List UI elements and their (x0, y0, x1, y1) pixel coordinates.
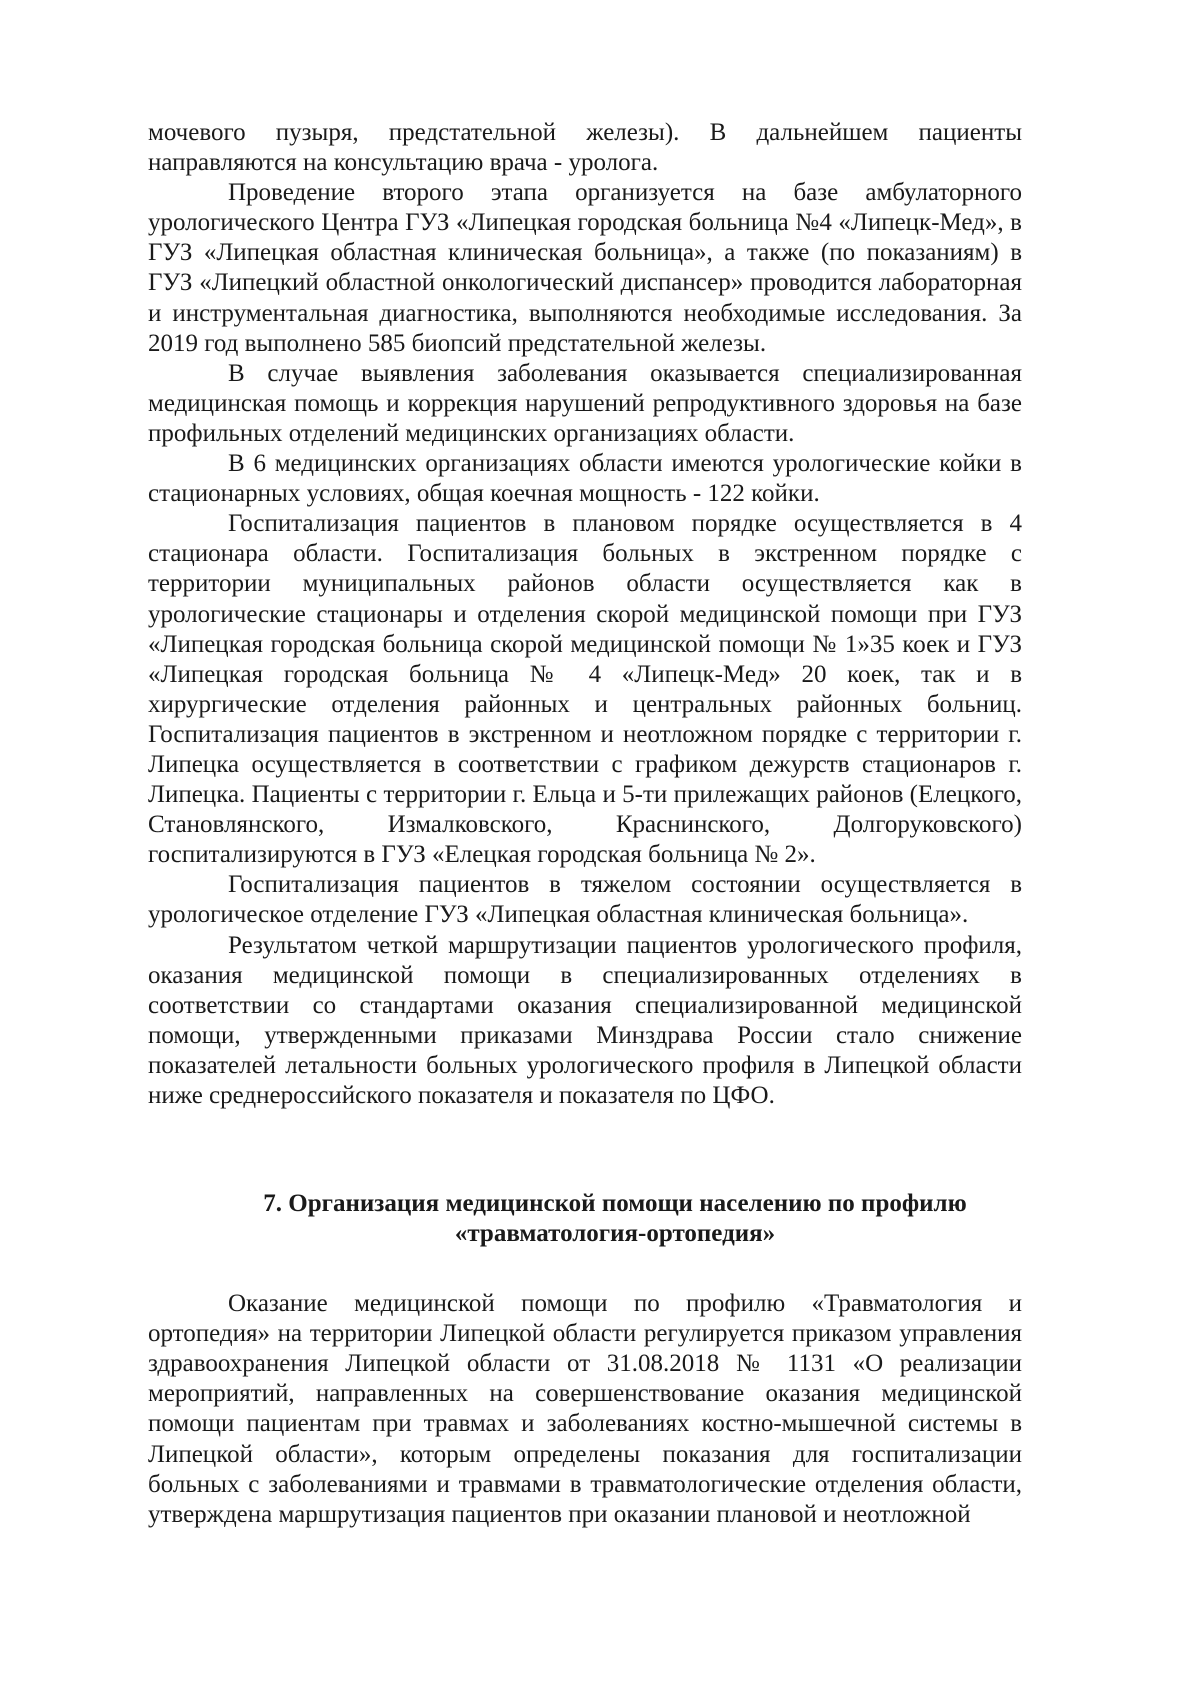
paragraph-specialized-care: В случае выявления заболевания оказывается специализированная медицинская помощь и коррекция нарушений репродуктивного здоровья на базе профильных отделений медицинских организациях области. (148, 359, 1022, 447)
document-page (148, 118, 1022, 1530)
section-spacer (148, 1249, 1022, 1289)
paragraph-result: Результатом четкой маршрутизации пациентов урологического профиля, оказания медицинской помощи в специализированных отделениях в соответствии со стандартами оказания специализированной медицинской помощи, утвержденными приказами Минздрава России стало снижение показателей летальности больных урологического профиля в Липецкой области ниже среднероссийского показателя и показателя по ЦФО. (148, 931, 1022, 1109)
paragraph-continuation: мочевого пузыря, предстательной железы). В дальнейшем пациенты направляются на консультацию врача - уролога. (148, 119, 1022, 177)
paragraph-second-stage: Проведение второго этапа организуется на базе амбулаторного урологического Центра ГУЗ «Липецкая городская больница №4 «Липецк-Мед», в ГУЗ «Липецкая областная клиническая больница», а также (по показаниям) в ГУЗ «Липецкий областной онкологический диспансер» проводится лабораторная и инструментальная диагностика, выполняются необходимые исследования. За 2019 год выполнено 585 биопсий предстательной железы. (148, 179, 1022, 357)
paragraph-urology-beds: В 6 медицинских организациях области имеются урологические койки в стационарных условиях, общая коечная мощность - 122 койки. (148, 450, 1022, 508)
section-heading-line-2: «травматология-ортопедия» (454, 1220, 776, 1248)
paragraph-severe-condition: Госпитализация пациентов в тяжелом состоянии осуществляется в урологическое отделение ГУЗ «Липецкая областная клиническая больница». (148, 871, 1022, 929)
section-heading (148, 1189, 1022, 1249)
paragraph-traumatology-intro: Оказание медицинской помощи по профилю «Травматология и ортопедия» на территории Липецкой области регулируется приказом управления здравоохранения Липецкой области от 31.08.2018 № 1131 «О реализации мероприятий, направленных на совершенствование оказания медицинской помощи пациентам при травмах и заболеваниях костно-мышечной системы в Липецкой области», которым определены показания для госпитализации больных с заболеваниями и травмами в травматологические отделения области, утверждена маршрутизация пациентов при оказании плановой и неотложной (148, 1290, 1022, 1528)
paragraph-hospitalization: Госпитализация пациентов в плановом порядке осуществляется в 4 стационара области. Госпитализация больных в экстренном порядке с территории муниципальных районов области осуществляется как в урологические стационары и отделения скорой медицинской помощи при ГУЗ «Липецкая городская больница скорой медицинской помощи № 1»35 коек и ГУЗ «Липецкая городская больница № 4 «Липецк-Мед» 20 коек, так и в хирургические отделения районных и центральных районных больниц. Госпитализация пациентов в экстренном и неотложном порядке с территории г. Липецка осуществляется в соответствии с графиком дежурств стационаров г. Липецка. Пациенты с территории г. Ельца и 5-ти прилежащих районов (Елецкого, Становлянского, Измалковского, Краснинского, Долгоруковского) госпитализируются в ГУЗ «Елецкая городская больница № 2». (148, 510, 1022, 869)
section-heading-line-1: 7. Организация медицинской помощи населению по профилю (263, 1190, 967, 1218)
